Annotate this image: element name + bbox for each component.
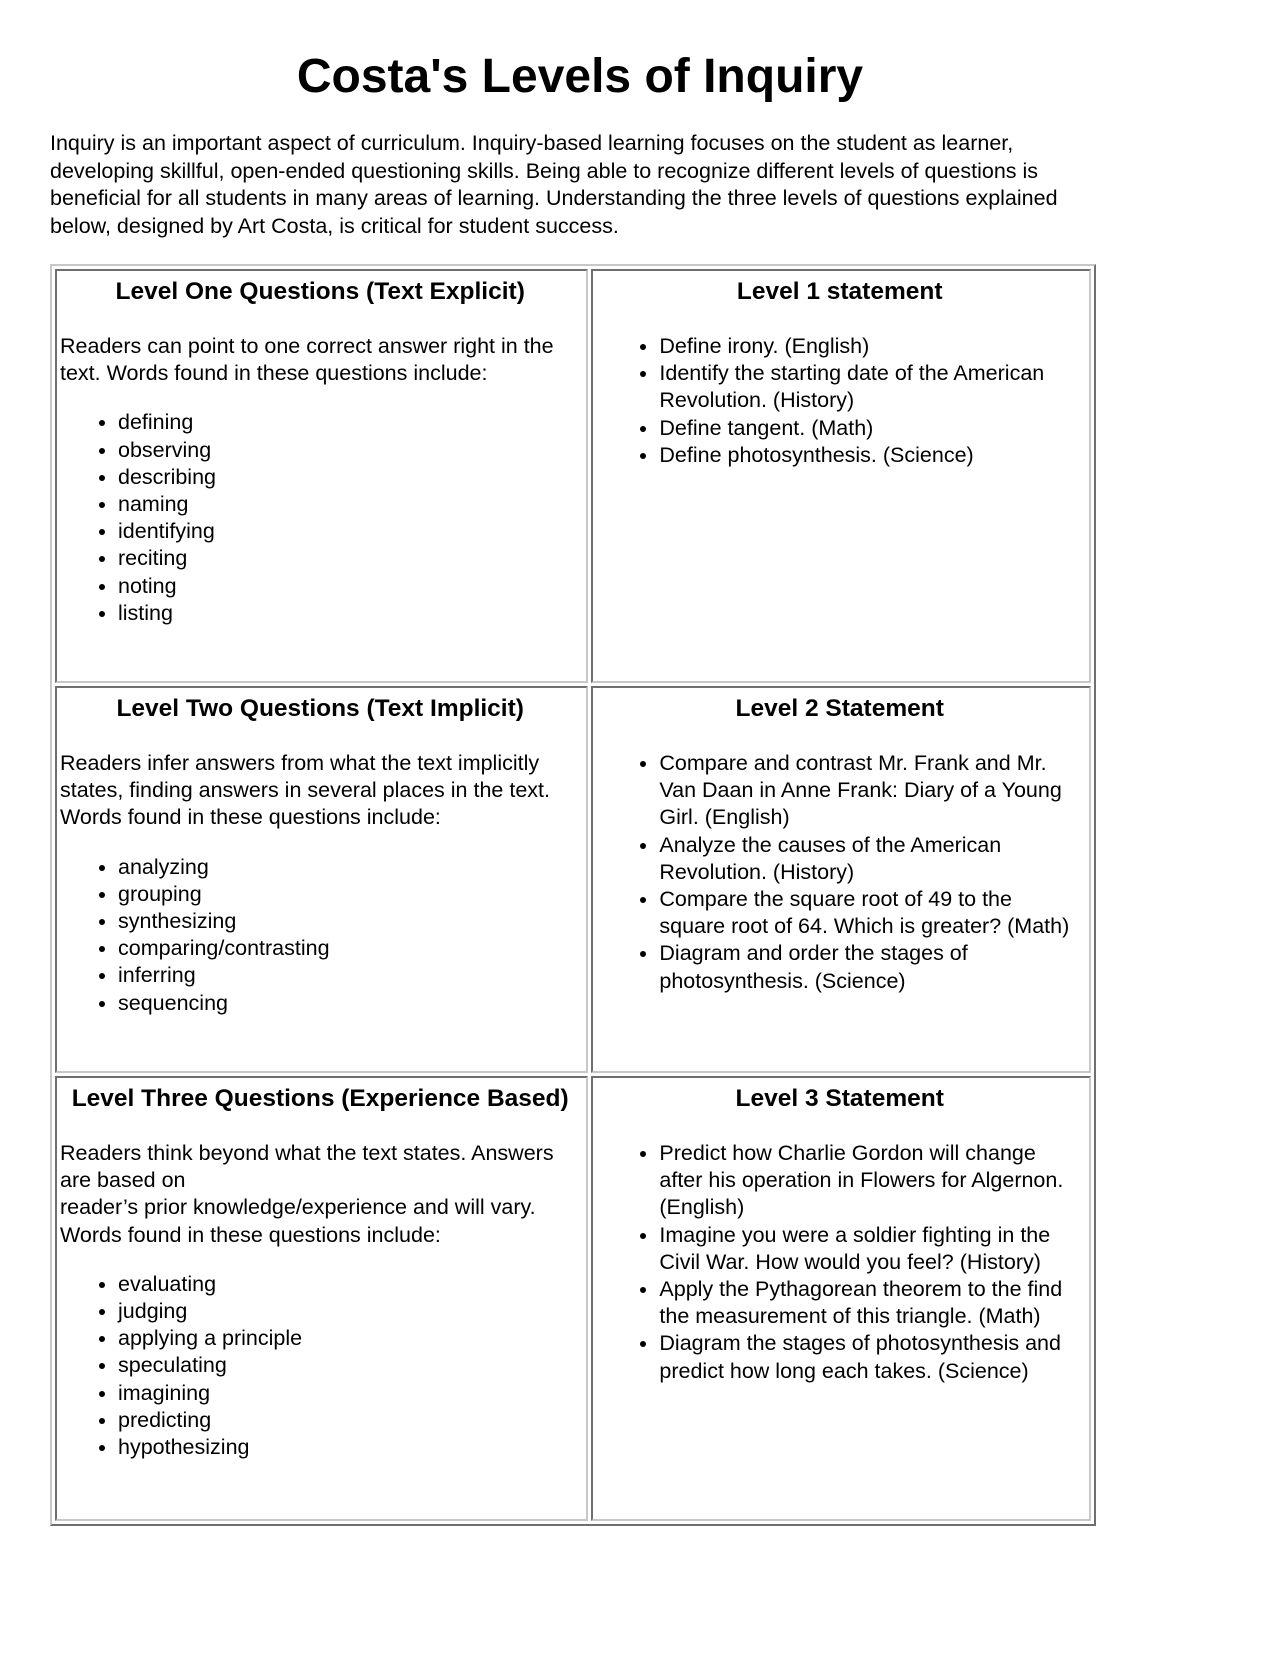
level-one-statement-cell (591, 269, 1091, 683)
list-item: • evaluating (118, 1271, 580, 1298)
table-row-level-two (55, 686, 1091, 1073)
list-item: • Define irony. (English) (659, 333, 1083, 360)
list-item: • Compare and contrast Mr. Frank and Mr. Van Daan in Anne Frank: Diary of a Young Girl. (English) (659, 750, 1083, 832)
level-two-statement-cell (591, 686, 1091, 1073)
list-item: • defining (118, 409, 580, 436)
table-row-level-one (55, 269, 1091, 683)
list-item: • analyzing (118, 854, 580, 881)
list-item: • describing (118, 464, 580, 491)
list-item: • judging (118, 1298, 580, 1325)
levels-table (50, 264, 1096, 1526)
list-item: • imagining (118, 1380, 580, 1407)
page-title: Costa's Levels of Inquiry (296, 50, 864, 103)
level-two-statement-list (596, 750, 1083, 995)
list-item: • reciting (118, 545, 580, 572)
level-one-description: Readers can point to one correct answer right in the text. Words found in these questions include: (60, 334, 554, 386)
level-one-word-list (60, 409, 580, 627)
level-three-description-line-2: reader’s prior knowledge/experience and will vary. Words found in these questions include: (60, 1195, 536, 1247)
list-item: • Apply the Pythagorean theorem to the find the measurement of this triangle. (Math) (659, 1276, 1083, 1330)
list-item: • grouping (118, 881, 580, 908)
level-three-description (60, 1140, 580, 1249)
intro-paragraph: Inquiry is an important aspect of curriculum. Inquiry-based learning focuses on the student as learner, developing skillful, open-ended questioning skills. Being able to recognize different levels of questions is beneficial for all students in many areas of learning. Understanding the three levels of questions explained below, designed by Art Costa, is critical for student success. (50, 131, 1058, 238)
list-item: • Identify the starting date of the American Revolution. (History) (659, 360, 1083, 414)
list-item: • synthesizing (118, 908, 580, 935)
list-item: • Imagine you were a soldier fighting in the Civil War. How would you feel? (History) (659, 1222, 1083, 1276)
level-two-description: Readers infer answers from what the text implicitly states, finding answers in several places in the text. Words found in these questions include: (60, 751, 550, 830)
level-two-questions-cell (55, 686, 588, 1073)
list-item: • noting (118, 573, 580, 600)
list-item: • Predict how Charlie Gordon will change after his operation in Flowers for Algernon. (English) (659, 1140, 1083, 1222)
list-item: • Diagram and order the stages of photosynthesis. (Science) (659, 940, 1083, 994)
level-two-word-list (60, 854, 580, 1017)
level-one-statement-heading: Level 1 statement (736, 278, 943, 305)
list-item: • listing (118, 600, 580, 627)
list-item: • hypothesizing (118, 1434, 580, 1461)
list-item: • Define photosynthesis. (Science) (659, 442, 1083, 469)
level-three-statement-heading: Level 3 Statement (735, 1085, 944, 1112)
list-item: • applying a principle (118, 1325, 580, 1352)
list-item: • Diagram the stages of photosynthesis and predict how long each takes. (Science) (659, 1330, 1083, 1384)
list-item: • sequencing (118, 990, 580, 1017)
table-row-level-three (55, 1076, 1091, 1521)
list-item: • Define tangent. (Math) (659, 415, 1083, 442)
level-three-statement-list (596, 1140, 1083, 1385)
list-item: • Compare the square root of 49 to the square root of 64. Which is greater? (Math) (659, 886, 1083, 940)
list-item: • inferring (118, 962, 580, 989)
list-item: • predicting (118, 1407, 580, 1434)
level-one-statement-list (596, 333, 1083, 469)
level-three-description-line-1: Readers think beyond what the text states. Answers are based on (60, 1141, 554, 1193)
list-item: • Analyze the causes of the American Revolution. (History) (659, 832, 1083, 886)
list-item: • identifying (118, 518, 580, 545)
level-two-heading: Level Two Questions (Text Implicit) (116, 695, 524, 722)
level-three-statement-cell (591, 1076, 1091, 1521)
list-item: • observing (118, 437, 580, 464)
level-one-questions-cell (55, 269, 588, 683)
level-three-word-list (60, 1271, 580, 1461)
level-three-heading: Level Three Questions (Experience Based) (71, 1085, 569, 1112)
level-two-statement-heading: Level 2 Statement (735, 695, 944, 722)
list-item: • speculating (118, 1352, 580, 1379)
list-item: • naming (118, 491, 580, 518)
list-item: • comparing/contrasting (118, 935, 580, 962)
level-one-heading: Level One Questions (Text Explicit) (115, 278, 525, 305)
level-three-questions-cell (55, 1076, 588, 1521)
